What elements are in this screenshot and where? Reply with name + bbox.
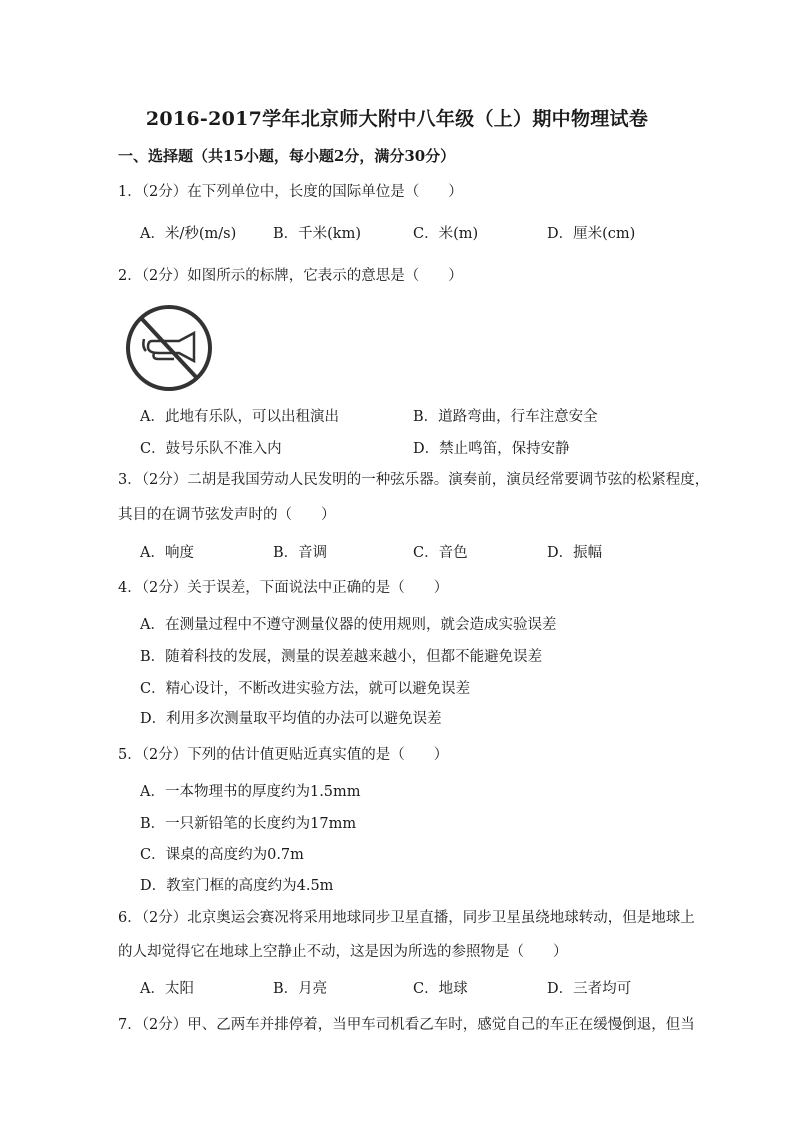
question-2-option-b: B．道路弯曲，行车注意安全 (413, 409, 598, 425)
section-heading: 一、选择题（共15小题，每小题2分，满分30分） (118, 147, 456, 165)
question-1-stem: 1．（2分）在下列单位中，长度的国际单位是（ ） (118, 184, 463, 200)
question-6-stem: 6．（2分）北京奥运会赛况将采用地球同步卫星直播，同步卫星虽绕地球转动，但是地球上 (118, 910, 695, 926)
question-1-option-b: B．千米(km) (273, 226, 362, 242)
question-5-option-d: D．教室门框的高度约为4.5m (140, 878, 334, 894)
question-1-option-d: D．厘米(cm) (547, 226, 636, 242)
question-5-option-c: C．课桌的高度约为0.7m (140, 847, 304, 863)
no-horn-sign-icon (124, 303, 214, 393)
question-6-option-b: B．月亮 (273, 981, 328, 997)
page-title: 2016-2017学年北京师大附中八年级（上）期中物理试卷 (145, 108, 649, 130)
question-4-stem: 4．（2分）关于误差，下面说法中正确的是（ ） (118, 580, 449, 596)
question-1-option-a: A．米/秒(m/s) (140, 226, 237, 242)
question-2-stem: 2．（2分）如图所示的标牌，它表示的意思是（ ） (118, 268, 463, 284)
question-4-option-b: B．随着科技的发展，测量的误差越来越小，但都不能避免误差 (140, 649, 543, 665)
question-6-option-d: D．三者均可 (547, 981, 632, 997)
question-6-option-a: A．太阳 (140, 981, 194, 997)
question-6-option-c: C．地球 (413, 981, 468, 997)
question-2-option-d: D．禁止鸣笛，保持安静 (413, 441, 570, 457)
question-4-option-c: C．精心设计，不断改进实验方法，就可以避免误差 (140, 681, 471, 697)
question-6-stem-continued: 的人却觉得它在地球上空静止不动，这是因为所选的参照物是（ ） (118, 944, 568, 960)
question-2-option-c: C．鼓号乐队不准入内 (140, 441, 282, 457)
question-7-stem: 7．（2分）甲、乙两车并排停着，当甲车司机看乙车时，感觉自己的车正在缓慢倒退，但当 (118, 1017, 695, 1033)
question-3-option-a: A．响度 (140, 545, 194, 561)
question-5-option-b: B．一只新铅笔的长度约为17mm (140, 816, 357, 832)
question-3-stem: 3．（2分）二胡是我国劳动人民发明的一种弦乐器。演奏前，演员经常要调节弦的松紧程度， (118, 472, 710, 488)
question-4-option-d: D．利用多次测量取平均值的办法可以避免误差 (140, 711, 442, 727)
question-3-option-c: C．音色 (413, 545, 468, 561)
question-5-stem: 5．（2分）下列的估计值更贴近真实值的是（ ） (118, 747, 449, 763)
question-5-option-a: A．一本物理书的厚度约为1.5mm (140, 784, 361, 800)
question-2-option-a: A．此地有乐队，可以出租演出 (140, 409, 339, 425)
question-4-option-a: A．在测量过程中不遵守测量仪器的使用规则，就会造成实验误差 (140, 617, 557, 633)
question-3-option-d: D．振幅 (547, 545, 603, 561)
question-3-option-b: B．音调 (273, 545, 328, 561)
question-1-option-c: C．米(m) (413, 226, 479, 242)
question-3-stem-continued: 其目的在调节弦发声时的（ ） (118, 507, 336, 523)
